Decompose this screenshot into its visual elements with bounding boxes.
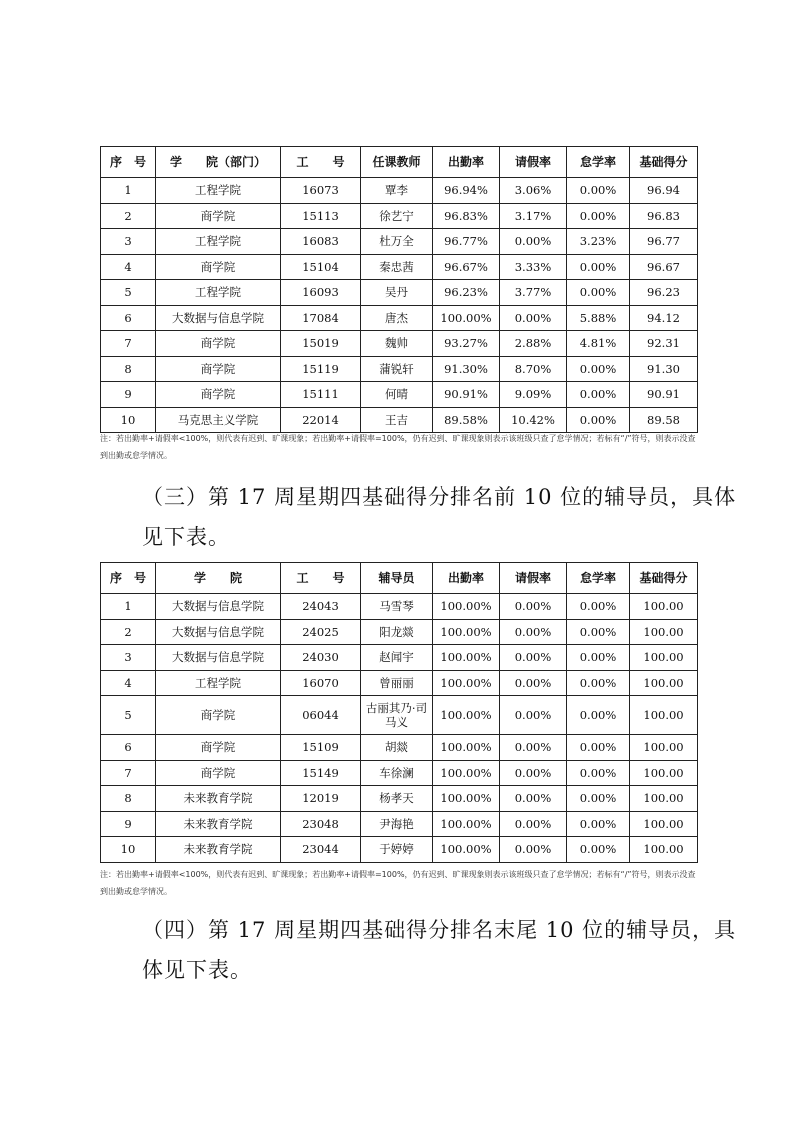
- table-row: [101, 811, 698, 837]
- table-cell: 杨孝天: [361, 786, 433, 812]
- table-cell: 15111: [281, 382, 361, 408]
- table-cell: 100.00%: [433, 837, 500, 863]
- table-cell: 10: [101, 407, 156, 433]
- header-cell: 任课教师: [361, 147, 433, 178]
- table-cell: 未来教育学院: [156, 786, 281, 812]
- table-cell: 0.00%: [567, 619, 630, 645]
- table-cell: 1: [101, 594, 156, 620]
- table-cell: 100.00: [630, 811, 698, 837]
- table-cell: 3: [101, 229, 156, 255]
- table-cell: 96.23: [630, 280, 698, 306]
- table-cell: 马雪琴: [361, 594, 433, 620]
- table-cell: 尹海艳: [361, 811, 433, 837]
- table-cell: 15113: [281, 203, 361, 229]
- table-cell: 5: [101, 696, 156, 735]
- table-cell: 17084: [281, 305, 361, 331]
- table-cell: 0.00%: [567, 837, 630, 863]
- table-row: [101, 229, 698, 255]
- table-row: [101, 382, 698, 408]
- table-cell: 车徐澜: [361, 760, 433, 786]
- table-cell: 0.00%: [567, 254, 630, 280]
- header-cell: 基础得分: [630, 563, 698, 594]
- table-cell: 96.83%: [433, 203, 500, 229]
- table-cell: 0.00%: [567, 178, 630, 204]
- table-cell: 古丽其乃·司马义: [361, 696, 433, 735]
- table-cell: 24025: [281, 619, 361, 645]
- table-cell: 杜万全: [361, 229, 433, 255]
- table-cell: 06044: [281, 696, 361, 735]
- table-cell: 96.94%: [433, 178, 500, 204]
- table-cell: 0.00%: [500, 305, 567, 331]
- table-cell: 3.23%: [567, 229, 630, 255]
- counselor-ranking-table: [100, 562, 698, 863]
- table-cell: 3: [101, 645, 156, 671]
- table-cell: 12019: [281, 786, 361, 812]
- table-cell: 100.00: [630, 594, 698, 620]
- table-cell: 0.00%: [500, 760, 567, 786]
- table-cell: 23048: [281, 811, 361, 837]
- table-cell: 4.81%: [567, 331, 630, 357]
- table-cell: 0.00%: [567, 670, 630, 696]
- table-cell: 0.00%: [567, 594, 630, 620]
- table-cell: 23044: [281, 837, 361, 863]
- table-row: [101, 280, 698, 306]
- table-cell: 3.17%: [500, 203, 567, 229]
- table-cell: 89.58: [630, 407, 698, 433]
- section-heading-top10-counselors: （三）第 17 周星期四基础得分排名前 10 位的辅导员，具体见下表。: [142, 485, 737, 549]
- table-row: [101, 645, 698, 671]
- table-cell: 0.00%: [567, 696, 630, 735]
- table-cell: 商学院: [156, 331, 281, 357]
- header-cell: 基础得分: [630, 147, 698, 178]
- table-cell: 24030: [281, 645, 361, 671]
- table-cell: 91.30%: [433, 356, 500, 382]
- table-row: [101, 619, 698, 645]
- table-cell: 徐艺宁: [361, 203, 433, 229]
- table-cell: 15104: [281, 254, 361, 280]
- table-cell: 100.00%: [433, 305, 500, 331]
- table-row: [101, 735, 698, 761]
- table-cell: 0.00%: [500, 645, 567, 671]
- table-cell: 8: [101, 356, 156, 382]
- header-cell: 工 号: [281, 147, 361, 178]
- table-cell: 24043: [281, 594, 361, 620]
- table-cell: 覃李: [361, 178, 433, 204]
- table-cell: 96.23%: [433, 280, 500, 306]
- table-cell: 0.00%: [567, 645, 630, 671]
- table-cell: 10: [101, 837, 156, 863]
- table-cell: 90.91: [630, 382, 698, 408]
- table-cell: 7: [101, 331, 156, 357]
- table-cell: 大数据与信息学院: [156, 619, 281, 645]
- table-note: 注：若出勤率+请假率<100%，则代表有迟到、旷课现象；若出勤率+请假率=100%，仍有迟到、旷课现象则表示该班级只查了怠学情况；若标有“/”符号，则表示没查到出勤或怠学情况。: [100, 434, 696, 460]
- table-cell: 0.00%: [567, 735, 630, 761]
- table-cell: 商学院: [156, 203, 281, 229]
- table-row: [101, 203, 698, 229]
- table-cell: 15119: [281, 356, 361, 382]
- table-cell: 0.00%: [500, 229, 567, 255]
- header-cell: 学 院（部门）: [156, 147, 281, 178]
- table-header-row: [101, 563, 698, 594]
- table-row: [101, 305, 698, 331]
- table-cell: 6: [101, 305, 156, 331]
- table-cell: 100.00: [630, 696, 698, 735]
- table-cell: 0.00%: [500, 670, 567, 696]
- table-cell: 16073: [281, 178, 361, 204]
- header-cell: 怠学率: [567, 563, 630, 594]
- table-cell: 2.88%: [500, 331, 567, 357]
- table-cell: 2: [101, 203, 156, 229]
- header-cell: 学 院: [156, 563, 281, 594]
- table-cell: 16070: [281, 670, 361, 696]
- table-cell: 0.00%: [500, 811, 567, 837]
- table-cell: 0.00%: [567, 382, 630, 408]
- table-row: [101, 837, 698, 863]
- table-cell: 0.00%: [500, 735, 567, 761]
- table-row: [101, 178, 698, 204]
- table-cell: 商学院: [156, 382, 281, 408]
- table-header-row: [101, 147, 698, 178]
- table-cell: 89.58%: [433, 407, 500, 433]
- table-cell: 大数据与信息学院: [156, 594, 281, 620]
- table-cell: 商学院: [156, 735, 281, 761]
- table-cell: 4: [101, 670, 156, 696]
- table-cell: 91.30: [630, 356, 698, 382]
- table-cell: 唐杰: [361, 305, 433, 331]
- header-cell: 序 号: [101, 147, 156, 178]
- table-cell: 100.00: [630, 619, 698, 645]
- table-cell: 0.00%: [567, 203, 630, 229]
- table-cell: 100.00%: [433, 696, 500, 735]
- table-cell: 100.00%: [433, 594, 500, 620]
- header-cell: 工 号: [281, 563, 361, 594]
- table-row: [101, 331, 698, 357]
- table-cell: 96.67: [630, 254, 698, 280]
- table-cell: 15149: [281, 760, 361, 786]
- table-cell: 何晴: [361, 382, 433, 408]
- table-cell: 工程学院: [156, 229, 281, 255]
- table-cell: 5.88%: [567, 305, 630, 331]
- table-cell: 大数据与信息学院: [156, 305, 281, 331]
- table-cell: 0.00%: [500, 786, 567, 812]
- table-cell: 15109: [281, 735, 361, 761]
- table-cell: 0.00%: [500, 594, 567, 620]
- table-cell: 商学院: [156, 760, 281, 786]
- table-cell: 96.77%: [433, 229, 500, 255]
- table-cell: 工程学院: [156, 178, 281, 204]
- table-cell: 马克思主义学院: [156, 407, 281, 433]
- table-row: [101, 356, 698, 382]
- table-row: [101, 696, 698, 735]
- table-cell: 8.70%: [500, 356, 567, 382]
- table-row: [101, 760, 698, 786]
- table-cell: 0.00%: [567, 811, 630, 837]
- table-cell: 15019: [281, 331, 361, 357]
- table-cell: 5: [101, 280, 156, 306]
- table-cell: 商学院: [156, 254, 281, 280]
- table-row: [101, 594, 698, 620]
- teacher-ranking-table: [100, 146, 698, 433]
- table-cell: 0.00%: [567, 760, 630, 786]
- table-cell: 0.00%: [567, 280, 630, 306]
- table-cell: 100.00: [630, 786, 698, 812]
- header-cell: 出勤率: [433, 563, 500, 594]
- table-cell: 4: [101, 254, 156, 280]
- table-cell: 0.00%: [500, 619, 567, 645]
- table-cell: 吴丹: [361, 280, 433, 306]
- table-cell: 96.77: [630, 229, 698, 255]
- table-cell: 0.00%: [567, 356, 630, 382]
- table-cell: 100.00: [630, 760, 698, 786]
- table-cell: 22014: [281, 407, 361, 433]
- table-cell: 工程学院: [156, 280, 281, 306]
- table-cell: 蒲锐轩: [361, 356, 433, 382]
- table-cell: 3.06%: [500, 178, 567, 204]
- header-cell: 出勤率: [433, 147, 500, 178]
- table-cell: 0.00%: [500, 696, 567, 735]
- table-cell: 96.67%: [433, 254, 500, 280]
- table-cell: 100.00: [630, 735, 698, 761]
- table-row: [101, 670, 698, 696]
- header-cell: 序 号: [101, 563, 156, 594]
- table-cell: 100.00%: [433, 645, 500, 671]
- table-note: 注：若出勤率+请假率<100%，则代表有迟到、旷课现象；若出勤率+请假率=100%，仍有迟到、旷课现象则表示该班级只查了怠学情况；若标有“/”符号，则表示没查到出勤或怠学情况。: [100, 870, 696, 896]
- table-cell: 7: [101, 760, 156, 786]
- table-cell: 阳龙燚: [361, 619, 433, 645]
- table-cell: 96.94: [630, 178, 698, 204]
- table-cell: 100.00%: [433, 760, 500, 786]
- table-cell: 0.00%: [500, 837, 567, 863]
- table-cell: 92.31: [630, 331, 698, 357]
- table-cell: 于婷婷: [361, 837, 433, 863]
- table-cell: 2: [101, 619, 156, 645]
- table-cell: 9: [101, 382, 156, 408]
- table-cell: 曾丽丽: [361, 670, 433, 696]
- table-cell: 商学院: [156, 696, 281, 735]
- table-cell: 工程学院: [156, 670, 281, 696]
- table-cell: 16083: [281, 229, 361, 255]
- table-cell: 100.00: [630, 670, 698, 696]
- table-cell: 大数据与信息学院: [156, 645, 281, 671]
- table-cell: 魏帅: [361, 331, 433, 357]
- table-cell: 3.77%: [500, 280, 567, 306]
- table-cell: 0.00%: [567, 786, 630, 812]
- table-cell: 商学院: [156, 356, 281, 382]
- table-row: [101, 254, 698, 280]
- header-cell: 请假率: [500, 563, 567, 594]
- table-cell: 未来教育学院: [156, 837, 281, 863]
- table-cell: 16093: [281, 280, 361, 306]
- table-cell: 96.83: [630, 203, 698, 229]
- table-cell: 9: [101, 811, 156, 837]
- header-cell: 请假率: [500, 147, 567, 178]
- table-cell: 未来教育学院: [156, 811, 281, 837]
- table-cell: 秦忠茜: [361, 254, 433, 280]
- header-cell: 怠学率: [567, 147, 630, 178]
- table-cell: 3.33%: [500, 254, 567, 280]
- table-cell: 1: [101, 178, 156, 204]
- table-cell: 100.00%: [433, 670, 500, 696]
- table-cell: 100.00%: [433, 619, 500, 645]
- table-cell: 100.00%: [433, 786, 500, 812]
- table-cell: 赵闻宇: [361, 645, 433, 671]
- table-cell: 0.00%: [567, 407, 630, 433]
- table-cell: 100.00%: [433, 735, 500, 761]
- table-cell: 10.42%: [500, 407, 567, 433]
- table-row: [101, 786, 698, 812]
- table-cell: 6: [101, 735, 156, 761]
- table-cell: 胡燚: [361, 735, 433, 761]
- table-cell: 94.12: [630, 305, 698, 331]
- header-cell: 辅导员: [361, 563, 433, 594]
- table-cell: 8: [101, 786, 156, 812]
- table-cell: 100.00%: [433, 811, 500, 837]
- table-cell: 90.91%: [433, 382, 500, 408]
- table-cell: 93.27%: [433, 331, 500, 357]
- table-cell: 王吉: [361, 407, 433, 433]
- table-cell: 100.00: [630, 645, 698, 671]
- table-cell: 100.00: [630, 837, 698, 863]
- table-cell: 9.09%: [500, 382, 567, 408]
- table-row: [101, 407, 698, 433]
- section-heading-bottom10-counselors: （四）第 17 周星期四基础得分排名末尾 10 位的辅导员，具体见下表。: [142, 918, 737, 982]
